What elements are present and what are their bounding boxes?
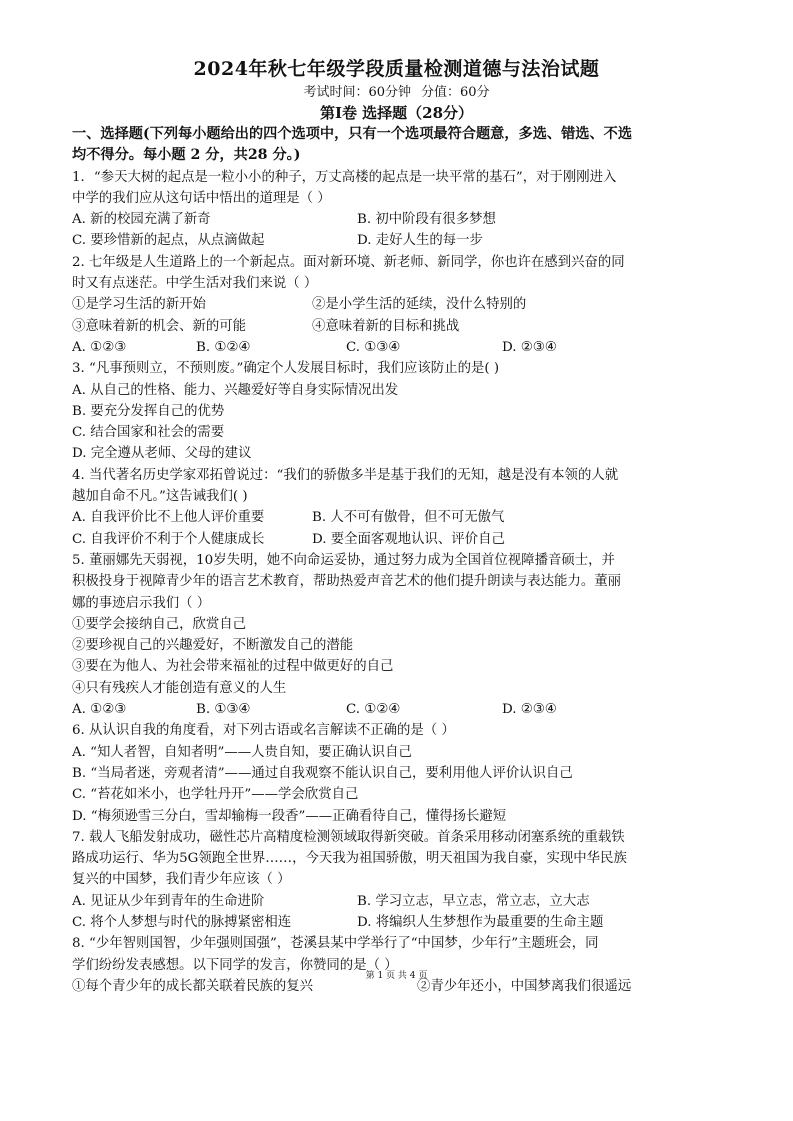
option-b: B. 学习立志，早立志，常立志，立大志 (357, 893, 590, 909)
question-stem: 路成功运行、华为5G领跑全世界……，今天我为祖国骄傲，明天祖国为我自豪，实现中华民族 (72, 851, 627, 867)
option-b: B. ①②④ (196, 339, 251, 355)
instruction-line: 均不得分。每小题 2 分，共28 分。) (72, 147, 301, 164)
option-d: D. 将编织人生梦想作为最重要的生命主题 (357, 914, 604, 930)
option-c: C. 结合国家和社会的需要 (72, 425, 225, 441)
option-c: C. 将个人梦想与时代的脉搏紧密相连 (72, 914, 292, 930)
question-stem: 中学的我们应从这句话中悟出的道理是（ ） (72, 190, 331, 206)
question-stem: 1．“参天大树的起点是一粒小小的种子，万丈高楼的起点是一块平常的基石”，对于刚刚进入 (72, 169, 617, 185)
question-6 (72, 720, 724, 826)
question-list (72, 124, 724, 997)
option-c: C. 要珍惜新的起点，从点滴做起 (72, 233, 265, 249)
statement-3: ③意味着新的机会、新的可能 (72, 318, 247, 334)
page-footer: 第 1 页 共 4 页 (365, 971, 428, 981)
option-a: A. 从自己的性格、能力、兴趣爱好等自身实际情况出发 (72, 382, 399, 398)
statement-2: ②要珍视自己的兴趣爱好，不断激发自己的潜能 (72, 638, 354, 654)
option-d: D. 走好人生的每一步 (357, 233, 483, 249)
question-stem: 越加自命不凡。”这告诫我们( ) (72, 489, 248, 505)
option-c: C. ①③④ (346, 339, 401, 355)
option-row (72, 507, 724, 528)
option-a: A. “知人者智，自知者明”——人贵自知，要正确认识自己 (72, 744, 412, 760)
section-title: 第Ⅰ卷 选择题（28分） (319, 104, 474, 122)
option-c: C. “苔花如米小，也学牡丹开”——学会欣赏自己 (72, 787, 359, 803)
option-d: D. 要全面客观地认识、评价自己 (312, 531, 505, 547)
question-stem: 4. 当代著名历史学家邓拓曾说过：“我们的骄傲多半是基于我们的无知，越是没有本领的人就 (72, 467, 619, 483)
option-row (72, 529, 724, 550)
question-1 (72, 167, 724, 252)
option-row (72, 337, 724, 358)
option-row (72, 891, 724, 912)
question-stem: 时又有点迷茫。中学生活对我们来说（ ） (72, 276, 318, 292)
option-a: A. 见证从少年到青年的生命进阶 (72, 893, 265, 909)
question-stem: 学们纷纷发表感想。以下同学的发言，你赞同的是（ ） (72, 957, 398, 973)
option-a: A. 自我评价比不上他人评价重要 (72, 510, 265, 526)
question-3 (72, 358, 724, 464)
question-8 (72, 933, 724, 997)
question-2 (72, 252, 724, 358)
question-stem: 7. 载人飞船发射成功，磁性芯片高精度检测领域取得新突破。首条采用移动闭塞系统的重载铁 (72, 829, 625, 845)
option-d: D. ②③④ (502, 702, 557, 718)
option-d: D. 完全遵从老师、父母的建议 (72, 446, 252, 462)
question-stem: 积极投身于视障青少年的语言艺术教育，帮助热爱声音艺术的他们提升朗读与表达能力。董丽 (72, 574, 622, 590)
exam-info (0, 81, 793, 100)
option-d: D. “梅须逊雪三分白，雪却输梅一段香”——正确看待自己，懂得扬长避短 (72, 808, 507, 824)
option-b: B. 要充分发挥自己的优势 (72, 403, 225, 419)
option-b: B. “当局者迷，旁观者清”——通过自我观察不能认识自己，要利用他人评价认识自己 (72, 765, 573, 781)
statement-1: ①是学习生活的新开始 (72, 297, 206, 313)
exam-title: 2024年秋七年级学段质量检测道德与法治试题 (193, 58, 600, 80)
option-a: A. ①②③ (72, 702, 127, 718)
question-7 (72, 827, 724, 933)
statement-1: ①要学会接纳自己，欣赏自己 (72, 616, 247, 632)
option-b: B. ①③④ (196, 702, 251, 718)
option-row (72, 230, 724, 251)
statement-4: ④意味着新的目标和挑战 (312, 318, 460, 334)
question-stem: 8. “少年智则国智，少年强则国强”，苍溪县某中学举行了“中国梦，少年行”主题班会，同 (72, 936, 599, 952)
option-row (72, 912, 724, 933)
exam-time: 考试时间：60分钟 (303, 85, 411, 100)
option-c: C. ①②④ (346, 702, 401, 718)
statement-row (72, 316, 724, 337)
option-c: C. 自我评价不利于个人健康成长 (72, 531, 265, 547)
question-5 (72, 550, 724, 720)
question-stem: 复兴的中国梦，我们青少年应该（ ） (72, 872, 291, 888)
statement-row (72, 294, 724, 315)
question-stem: 3. “凡事预则立，不预则废。”确定个人发展目标时，我们应该防止的是( ) (72, 361, 500, 377)
question-4 (72, 465, 724, 550)
option-a: A. ①②③ (72, 339, 127, 355)
option-row (72, 209, 724, 230)
statement-2: ②青少年还小，中国梦离我们很遥远 (417, 978, 632, 994)
statement-1: ①每个青少年的成长都关联着民族的复兴 (72, 978, 314, 994)
question-stem: 6. 从认识自我的角度看，对下列古语或名言解读不正确的是（ ） (72, 723, 455, 739)
statement-4: ④只有残疾人才能创造有意义的人生 (72, 680, 287, 696)
option-b: B. 人不可有傲骨，但不可无傲气 (312, 510, 505, 526)
option-row (72, 699, 724, 720)
question-stem: 2. 七年级是人生道路上的一个新起点。面对新环境、新老师、新同学，你也许在感到兴奋的同 (72, 254, 625, 270)
option-a: A. 新的校园充满了新奇 (72, 212, 211, 228)
question-stem: 5. 董丽娜先天弱视，10岁失明，她不向命运妥协，通过努力成为全国首位视障播音硕士，并 (72, 552, 615, 568)
option-b: B. 初中阶段有很多梦想 (357, 212, 496, 228)
statement-2: ②是小学生活的延续，没什么特别的 (312, 297, 527, 313)
statement-3: ③要在为他人、为社会带来福祉的过程中做更好的自己 (72, 659, 394, 675)
question-stem: 娜的事迹启示我们（ ） (72, 595, 211, 611)
option-d: D. ②③④ (502, 339, 557, 355)
full-score: 分值：60分 (421, 85, 490, 100)
instruction-line: 一、选择题(下列每小题给出的四个选项中，只有一个选项最符合题意，多选、错选、不选 (72, 126, 633, 142)
